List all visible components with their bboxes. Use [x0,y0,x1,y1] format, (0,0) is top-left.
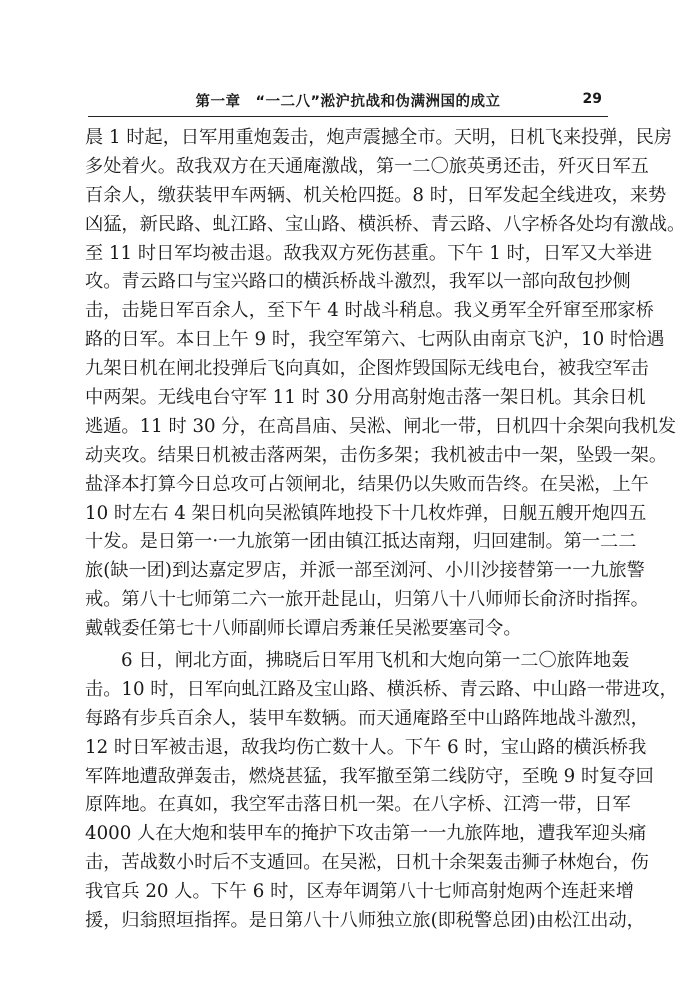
text-line: 戒。第八十七师第二六一旅开赴昆山，归第八十八师师长俞济时指挥。 [85,589,649,611]
text-line: 中两架。无线电台守军 11 时 30 分用高射炮击落一架日机。其余日机 [85,387,646,409]
text-line: 旅(缺一团)到达嘉定罗店，并派一部至浏河、小川沙接替第一一九旅警 [85,560,645,582]
text-line: 多处着火。敌我双方在天通庵激战，第一二〇旅英勇还击，歼灭日军五 [85,155,649,177]
text-line: 十发。是日第一·一九旅第一团由镇江抵达南翔，归回建制。第一二二 [85,531,637,553]
text-line: 攻。青云路口与宝兴路口的横浜桥战斗激烈，我军以一部向敌包抄侧 [85,271,631,293]
text-line: 每路有步兵百余人，装甲车数辆。而天通庵路至中山路阵地战斗激烈， [85,707,649,729]
text-line: 击，击毙日军百余人，至下午 4 时战斗稍息。我义勇军全歼窜至邢家桥 [85,300,654,322]
text-line: 12 时日军被击退，敌我均伤亡数十人。下午 6 时，宝山路的横浜桥我 [85,736,647,758]
text-line: 击，苦战数小时后不支遁回。在吴淞，日机十余架轰击狮子林炮台，伤 [85,852,649,874]
chapter-title: 第一章 “一二八”淞沪抗战和伪满洲国的成立 [195,94,501,110]
text-line: 10 时左右 4 架日机向吴淞镇阵地投下十几枚炸弹，日舰五艘开炮四五 [85,502,647,524]
text-line: 路的日军。本日上午 9 时，我空军第六、七两队由南京飞沪，10 时恰遇 [85,329,665,351]
body-text [85,124,685,936]
running-header [88,82,608,117]
text-line: 击。10 时，日军向虬江路及宝山路、横浜桥、青云路、中山路一带进攻， [85,678,678,700]
text-line: 原阵地。在真如，我空军击落日机一架。在八字桥、江湾一带，日军 [85,794,631,816]
page-number: 29 [582,91,602,107]
text-line: 盐泽本打算今日总攻可占领闸北，结果仍以失败而告终。在吴淞，上午 [85,473,649,495]
text-line: 动夹攻。结果日机被击落两架，击伤多架；我机被击中一架，坠毁一架。 [85,444,668,466]
text-line: 晨 1 时起，日军用重炮轰击，炮声震撼全市。天明，日机飞来投弹，民房 [85,127,672,148]
text-line: 援，归翁照垣指挥。是日第八十八师独立旅(即税警总团)由松江出动， [85,910,645,932]
text-line: 戴戟委任第七十八师副师长谭启秀兼任吴淞要塞司令。 [85,618,522,640]
text-line: 6 日，闸北方面，拂晓后日军用飞机和大炮向第一二〇旅阵地轰 [121,650,630,672]
text-line: 军阵地遭敌弹轰击，燃烧甚猛，我军撤至第二线防守，至晚 9 时复夺回 [85,765,654,787]
text-line: 至 11 时日军均被击退。敌我双方死伤甚重。下午 1 时，日军又大举进 [85,242,653,264]
text-line: 我官兵 20 人。下午 6 时，区寿年调第八十七师高射炮两个连赶来增 [85,881,634,903]
text-line: 4000 人在大炮和装甲车的掩护下攻击第一一九旅阵地，遭我军迎头痛 [85,823,647,845]
text-line: 凶猛，新民路、虬江路、宝山路、横浜桥、青云路、八字桥各处均有激战。 [85,213,685,235]
text-line: 九架日机在闸北投弹后飞向真如，企图炸毁国际无线电台，被我空军击 [85,358,649,380]
text-line: 百余人，缴获装甲车两辆、机关枪四挺。8 时，日军发起全线进攻，来势 [85,184,667,206]
text-line: 逃遁。11 时 30 分，在高昌庙、吴淞、闸北一带，日机四十余架向我机发 [85,415,677,437]
